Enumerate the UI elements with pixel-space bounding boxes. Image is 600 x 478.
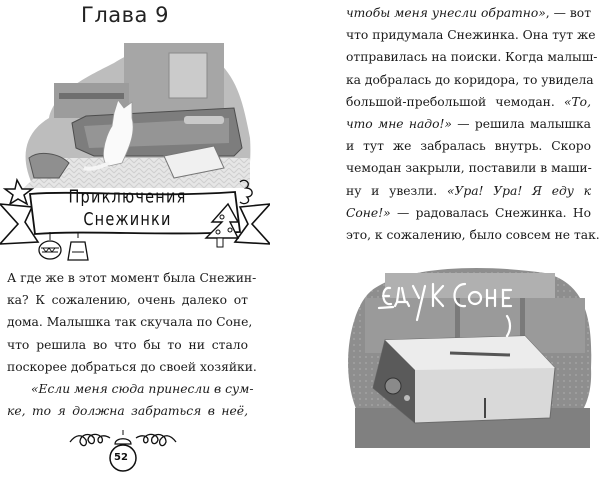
text-line: Соне!» — радовалась Снежинка. Но <box>346 205 591 220</box>
banner-title: Приключения Снежинки <box>68 187 187 230</box>
text-line: ну и увезли. «Ура! Ура! Я еду к <box>346 183 591 198</box>
text-line: А где же в этот момент была Снежин- <box>7 271 257 285</box>
text-line: что решила во что бы то ни стало <box>7 337 248 352</box>
text-line: отправилась на поиски. Когда малыш- <box>346 50 598 65</box>
text-line: что мне надо!» — решила малышка <box>346 117 591 132</box>
text-line: что придумала Снежинка. Она тут же <box>346 28 596 43</box>
suitcase-kitten-illustration <box>14 38 252 188</box>
right-page-body <box>346 2 600 246</box>
left-page-body <box>7 267 257 422</box>
quote-line: «Если меня сюда принесли в сум- <box>31 382 254 397</box>
text-line: чемодан закрыли, поставили в маши- <box>346 161 592 176</box>
text-line: ка добралась до коридора, то увидела <box>346 72 594 87</box>
chapter-title: Глава 9 <box>81 3 169 27</box>
text-line: большой-пребольшой чемодан. «То, <box>346 94 591 109</box>
text-line: чтобы меня унесли обратно», — вот <box>346 6 592 20</box>
text-line: и тут же забралась внутрь. Скоро <box>346 139 591 154</box>
quote-line: ке, то я должна забраться в неё, <box>7 404 248 419</box>
text-line: это, к сожалению, было совсем не так. <box>346 228 600 243</box>
suitcase-car-illustration <box>345 258 593 448</box>
page-number: 52 <box>114 452 128 463</box>
text-line: дома. Малышка так скучала по Соне, <box>7 315 253 330</box>
text-line: ка? К сожалению, очень далеко от <box>7 293 248 308</box>
text-line: поскорее добраться до своей хозяйки. <box>7 359 257 374</box>
